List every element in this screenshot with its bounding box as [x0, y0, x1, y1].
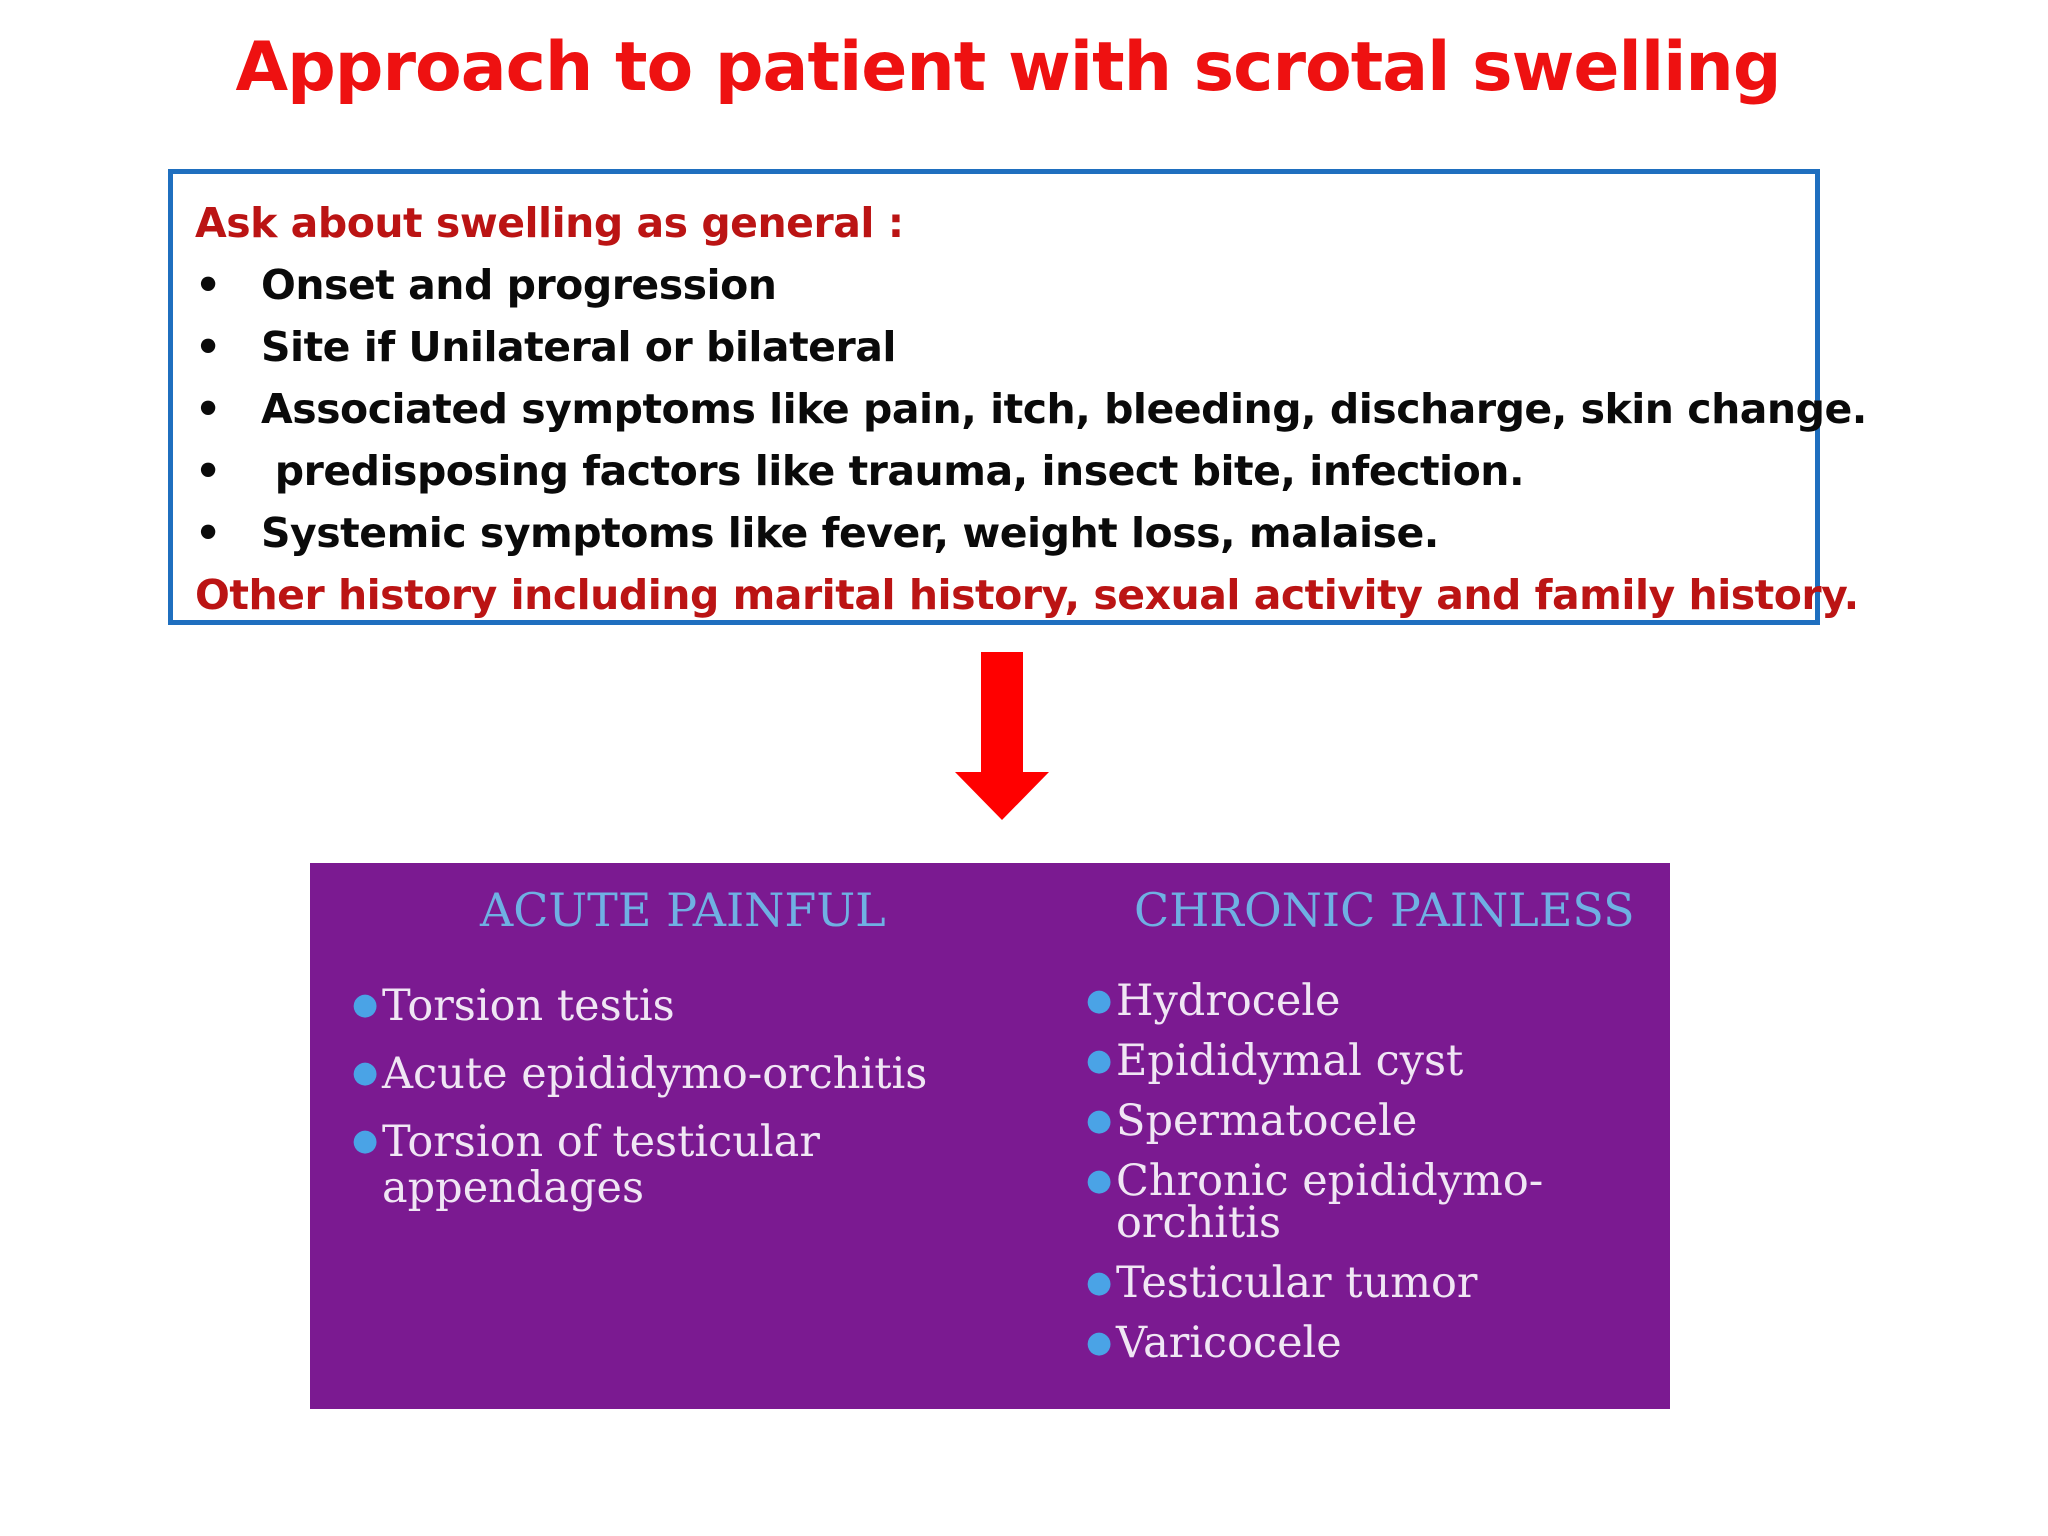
chronic-list [1086, 975, 1543, 1369]
list-item-text: Chronic epididymo- [1116, 1156, 1544, 1206]
history-bullet [195, 378, 1867, 440]
list-item-continuation [352, 1163, 927, 1213]
bullet-symbol: • [195, 447, 221, 495]
list-item-text: Hydrocele [1116, 976, 1341, 1026]
history-bullet-text: Site if Unilateral or bilateral [261, 323, 896, 371]
history-bullet [195, 440, 1815, 502]
bullet-icon: ● [1086, 983, 1113, 1018]
chronic-heading: CHRONIC PAINLESS [1134, 883, 1635, 937]
bullet-symbol: • [195, 509, 221, 557]
list-item-text: Acute epididymo-orchitis [382, 1049, 928, 1099]
list-item [1086, 1095, 1543, 1147]
bullet-symbol: • [195, 261, 221, 309]
history-bullet-text: Associated symptoms like pain, itch, bleeding, discharge, skin change. [261, 385, 1867, 433]
list-item [352, 1117, 927, 1167]
list-item-text: appendages [382, 1163, 645, 1213]
list-item [1086, 1317, 1543, 1369]
history-bullet [195, 254, 1815, 316]
history-heading: Ask about swelling as general : [195, 199, 904, 247]
acute-heading: ACUTE PAINFUL [480, 883, 886, 937]
list-item [352, 1049, 927, 1099]
bullet-icon: ● [1086, 1163, 1113, 1198]
list-item [1086, 975, 1543, 1027]
bullet-icon: ● [1086, 1103, 1113, 1138]
history-bullet-text: Systemic symptoms like fever, weight loss, malaise. [261, 509, 1439, 557]
list-item-text: Epididymal cyst [1116, 1036, 1464, 1086]
list-item-text: Testicular tumor [1116, 1258, 1478, 1308]
history-bullet [195, 502, 1815, 564]
acute-list [352, 981, 927, 1213]
differential-panel [310, 863, 1670, 1409]
history-box [168, 169, 1867, 625]
bullet-icon: ● [352, 987, 379, 1022]
bullet-icon: ● [352, 1055, 379, 1090]
list-item [1086, 1035, 1543, 1087]
list-item [1086, 1257, 1543, 1309]
list-item-text: Varicocele [1116, 1318, 1342, 1368]
list-item-text: Torsion testis [382, 981, 675, 1031]
list-item-continuation [1086, 1197, 1543, 1249]
bullet-icon: ● [352, 1123, 379, 1158]
bullet-icon: ● [1086, 1043, 1113, 1078]
list-item-text: Torsion of testicular [382, 1117, 820, 1167]
history-bullet-text: predisposing factors like trauma, insect bite, infection. [261, 447, 1525, 495]
down-arrow [952, 652, 1052, 824]
history-footer: Other history including marital history, sexual activity and family history. [195, 571, 1859, 619]
list-item [352, 981, 927, 1031]
bullet-icon: ● [1086, 1265, 1113, 1300]
list-item-text: Spermatocele [1116, 1096, 1418, 1146]
bullet-symbol: • [195, 385, 221, 433]
bullet-icon: ● [1086, 1325, 1113, 1360]
bullet-symbol: • [195, 323, 221, 371]
list-item-text: orchitis [1116, 1198, 1282, 1248]
history-bullet-text: Onset and progression [261, 261, 777, 309]
slide-title: Approach to patient with scrotal swelling [235, 28, 1781, 107]
history-bullet [195, 316, 1815, 378]
down-arrow-icon [952, 652, 1052, 824]
